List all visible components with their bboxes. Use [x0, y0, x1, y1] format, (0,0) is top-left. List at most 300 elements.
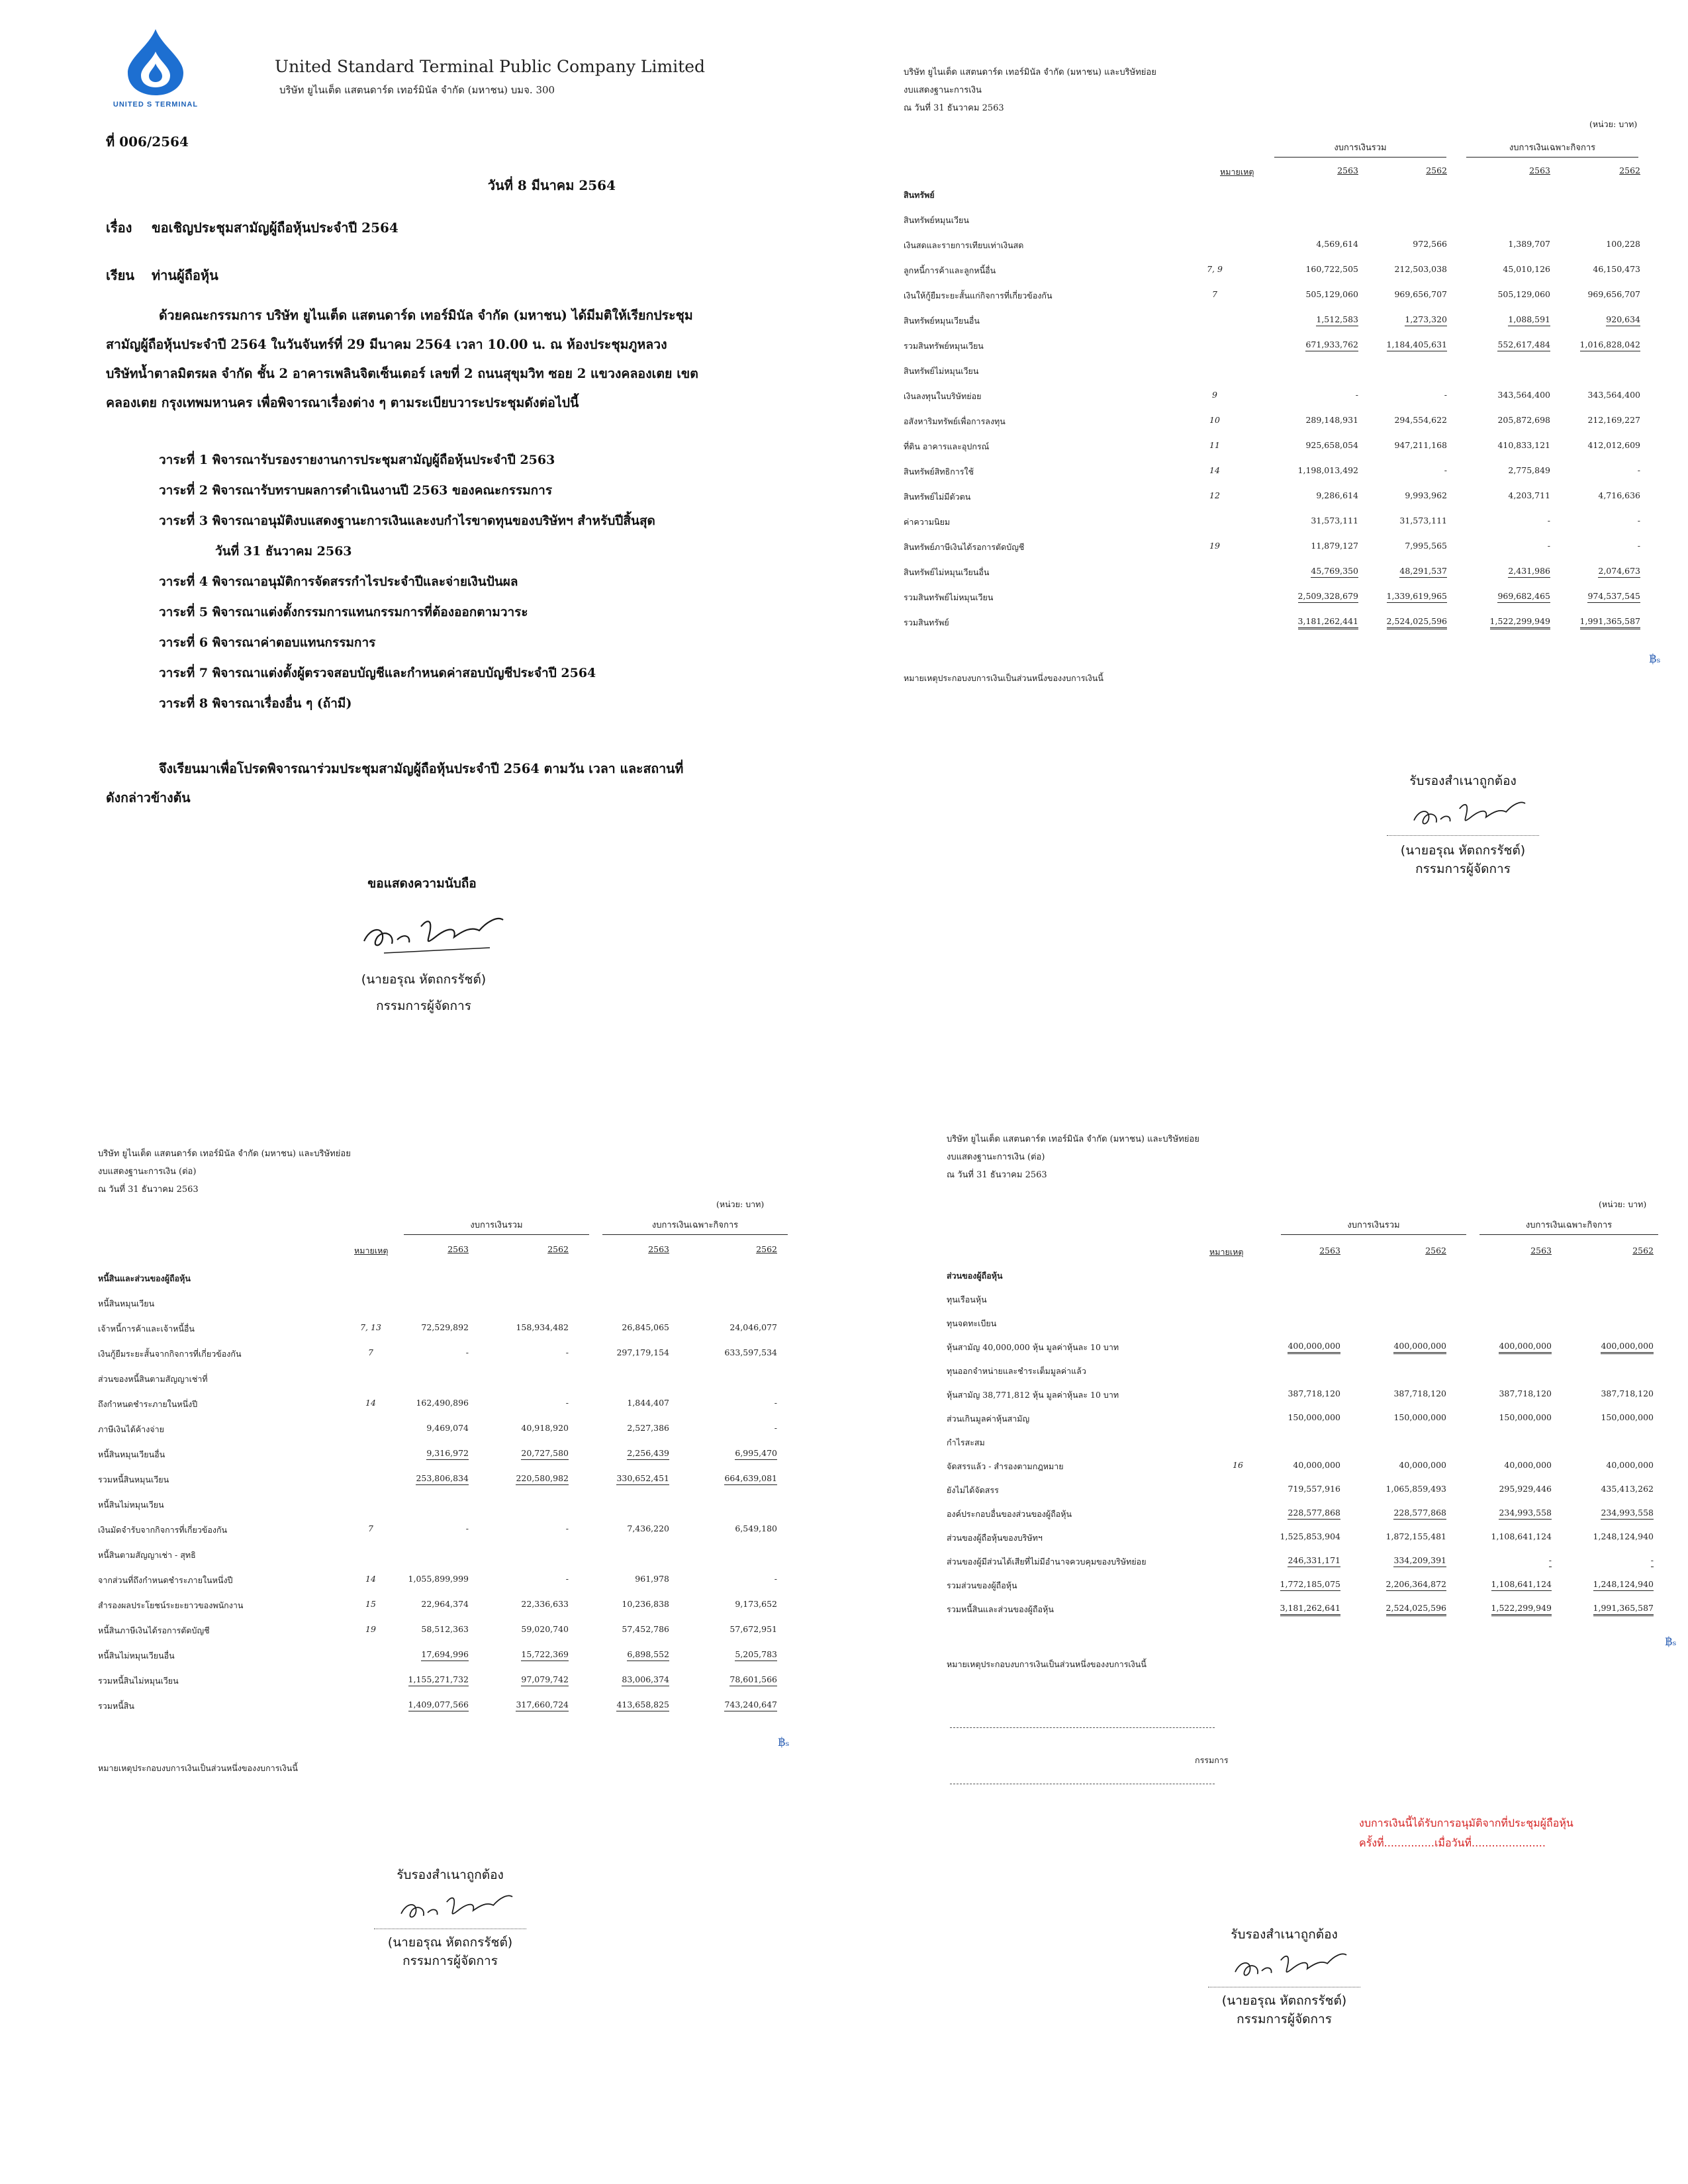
value-text: 969,682,465: [1497, 591, 1550, 603]
value-text: 162,490,896: [416, 1398, 469, 1408]
statement-title: งบแสดงฐานะการเงิน (ต่อ): [947, 1152, 1045, 1162]
value-text: 1,088,591: [1508, 314, 1550, 326]
regards-text: ขอแสดงความนับถือ: [367, 876, 477, 891]
value-text: 719,557,916: [1288, 1484, 1340, 1494]
value-text: 2,074,673: [1598, 566, 1640, 578]
value-text: 633,597,534: [724, 1347, 777, 1357]
value-text: 150,000,000: [1288, 1412, 1340, 1422]
row-value: [683, 1624, 777, 1634]
row-value: [1456, 390, 1550, 400]
table-row: [947, 1603, 1662, 1620]
value-text: 26,845,065: [622, 1322, 669, 1332]
value-text: 3,181,262,441: [1298, 616, 1358, 629]
row-note-ref: 14: [365, 1398, 376, 1408]
value-text: 400,000,000: [1601, 1341, 1654, 1354]
value-text: 6,995,470: [735, 1448, 777, 1460]
row-value: [375, 1674, 469, 1684]
value-text: -: [1549, 1555, 1552, 1567]
value-text: 671,933,762: [1305, 340, 1358, 351]
table-row: [98, 1524, 786, 1541]
value-text: 46,150,473: [1593, 264, 1640, 274]
row-label: เงินให้กู้ยืมระยะสั้นแก่กิจการที่เกี่ยวข้องกัน: [904, 291, 1053, 300]
agenda-item: วาระที่ 2 พิจารณารับทราบผลการดำเนินงานปี 2563 ของคณะกรรมการ: [159, 483, 553, 498]
row-note-ref: 14: [1209, 465, 1220, 475]
row-label: รวมส่วนของผู้ถือหุ้น: [947, 1580, 1017, 1590]
row-value: [1456, 340, 1550, 349]
row-value: [1546, 264, 1640, 274]
value-text: 78,601,566: [729, 1674, 777, 1686]
row-value: [683, 1599, 777, 1609]
row-value: [683, 1649, 777, 1659]
value-text: 2,775,849: [1508, 465, 1550, 475]
value-text: 253,806,834: [416, 1473, 469, 1485]
row-value: [475, 1448, 569, 1458]
table-row: [98, 1599, 786, 1616]
value-text: 552,617,484: [1497, 340, 1550, 351]
body-paragraph: [106, 301, 798, 418]
year-header: 2563: [648, 1244, 669, 1254]
row-value: [1353, 289, 1447, 299]
row-value: [1456, 415, 1550, 425]
row-value: [1458, 1412, 1552, 1422]
subject-label: เรื่อง: [106, 220, 132, 236]
row-label: สินทรัพย์ไม่หมุนเวียน: [904, 366, 979, 376]
row-value: [1246, 1341, 1340, 1351]
row-value: [575, 1599, 669, 1609]
value-text: 387,718,120: [1393, 1388, 1446, 1398]
year-header: 2562: [1425, 1246, 1446, 1255]
agenda-item: วาระที่ 3 พิจารณาอนุมัติงบแสดงฐานะการเงินและงบกำไรขาดทุนของบริษัทฯ สำหรับปีสิ้นสุด: [159, 514, 655, 528]
table-row: [904, 415, 1645, 432]
row-value: [475, 1574, 569, 1584]
row-value: [575, 1524, 669, 1533]
table-row: [98, 1574, 786, 1591]
row-value: [475, 1624, 569, 1634]
row-value: [1264, 390, 1358, 400]
row-value: [1456, 616, 1550, 626]
signer-title: กรรมการผู้จัดการ: [376, 999, 471, 1013]
value-text: 2,206,364,872: [1386, 1579, 1446, 1591]
value-text: 294,554,622: [1394, 415, 1447, 425]
row-note-ref: 14: [365, 1574, 376, 1584]
row-value: [1458, 1531, 1552, 1541]
row-value: [575, 1674, 669, 1684]
value-text: 212,169,227: [1587, 415, 1640, 425]
value-text: 413,658,825: [616, 1700, 669, 1711]
row-label: สินทรัพย์หมุนเวียนอื่น: [904, 316, 980, 326]
row-value: [1458, 1603, 1552, 1613]
value-text: 387,718,120: [1499, 1388, 1552, 1398]
unit-label: (หน่วย: บาท): [1599, 1199, 1647, 1209]
row-value: [1246, 1412, 1340, 1422]
group-separate: งบการเงินเฉพาะกิจการ: [1479, 1218, 1658, 1235]
value-text: 22,336,633: [521, 1599, 569, 1609]
value-text: 1,844,407: [627, 1398, 669, 1408]
value-text: 387,718,120: [1288, 1388, 1340, 1398]
value-text: 505,129,060: [1305, 289, 1358, 299]
row-value: [575, 1624, 669, 1634]
closing-paragraph: [106, 754, 798, 813]
row-value: [1456, 314, 1550, 324]
row-value: [375, 1347, 469, 1357]
table-row: [904, 340, 1645, 357]
table-row: [947, 1412, 1662, 1430]
row-value: [475, 1347, 569, 1357]
value-text: 2,509,328,679: [1298, 591, 1358, 603]
value-text: 234,993,558: [1499, 1508, 1552, 1520]
value-text: 9,469,074: [426, 1423, 469, 1433]
row-label: อสังหาริมทรัพย์เพื่อการลงทุน: [904, 416, 1006, 426]
table-row: [947, 1508, 1662, 1525]
value-text: 228,577,868: [1288, 1508, 1340, 1520]
row-label: เงินสดและรายการเทียบเท่าเงินสด: [904, 240, 1024, 250]
row-label: ค่าความนิยม: [904, 517, 951, 527]
table-row: [904, 516, 1645, 533]
table-row: [904, 390, 1645, 407]
statement-date: ณ วันที่ 31 ธันวาคม 2563: [904, 103, 1004, 113]
year-header: 2562: [1426, 165, 1447, 175]
row-value: [1560, 1388, 1654, 1398]
table-row: [904, 566, 1645, 583]
recipient-label: เรียน: [106, 267, 134, 283]
value-text: 1,522,299,949: [1490, 616, 1550, 629]
value-text: 412,012,609: [1587, 440, 1640, 450]
value-text: 57,672,951: [729, 1624, 777, 1634]
statement-date: ณ วันที่ 31 ธันวาคม 2563: [98, 1185, 199, 1195]
row-value: [1352, 1555, 1446, 1565]
statement-company: บริษัท ยูไนเต็ด แสตนดาร์ด เทอร์มินัล จำกัด (มหาชน) และบริษัทย่อย: [904, 68, 1156, 77]
table-row: [904, 214, 1645, 231]
page-mark-icon: ฿ₛ: [778, 1735, 790, 1749]
value-text: 5,205,783: [735, 1649, 777, 1661]
value-text: 1,522,299,949: [1491, 1603, 1552, 1616]
table-row: [98, 1549, 786, 1566]
row-value: [1456, 591, 1550, 601]
row-value: [1546, 490, 1640, 500]
row-value: [375, 1423, 469, 1433]
row-label: หนี้สินภาษีเงินได้รอการตัดบัญชี: [98, 1625, 210, 1635]
row-value: [475, 1599, 569, 1609]
value-text: 1,525,853,904: [1280, 1531, 1340, 1541]
handwritten-signature-icon: [357, 907, 510, 960]
row-value: [1353, 591, 1447, 601]
row-label: สินทรัพย์ไม่มีตัวตน: [904, 492, 971, 502]
unit-label: (หน่วย: บาท): [1589, 119, 1638, 129]
row-value: [1352, 1341, 1446, 1351]
row-label: รวมหนี้สินและส่วนของผู้ถือหุ้น: [947, 1604, 1054, 1614]
row-value: [1264, 264, 1358, 274]
director-signature-line: [950, 1727, 1215, 1728]
value-text: 387,718,120: [1601, 1388, 1654, 1398]
table-row: [904, 591, 1645, 608]
table-row: [904, 189, 1645, 206]
value-text: 1,108,641,124: [1491, 1579, 1552, 1591]
table-row: [904, 264, 1645, 281]
row-value: [1353, 340, 1447, 349]
note-column-header: หมายเหตุ: [1209, 1247, 1244, 1257]
document-number: ที่ 006/2564: [106, 134, 189, 150]
table-row: [904, 440, 1645, 457]
row-note-ref: 7, 13: [360, 1322, 381, 1332]
row-value: [1560, 1603, 1654, 1613]
year-header: 2563: [1530, 1246, 1552, 1255]
row-note-ref: 7, 9: [1207, 264, 1223, 274]
row-label: ทุนจดทะเบียน: [947, 1318, 997, 1328]
value-text: 1,065,859,493: [1385, 1484, 1446, 1494]
row-value: [1264, 415, 1358, 425]
note-column-header: หมายเหตุ: [354, 1246, 389, 1255]
signature: [357, 907, 510, 960]
value-text: 2,524,025,596: [1386, 1603, 1446, 1616]
value-text: 969,656,707: [1394, 289, 1447, 299]
recipient-text: ท่านผู้ถือหุ้น: [151, 267, 218, 283]
row-value: [1560, 1531, 1654, 1541]
row-value: [1352, 1603, 1446, 1613]
row-value: [1264, 314, 1358, 324]
row-value: [1246, 1484, 1340, 1494]
row-value: [1546, 289, 1640, 299]
row-value: [375, 1700, 469, 1709]
row-value: [1246, 1603, 1340, 1613]
value-text: 400,000,000: [1499, 1341, 1552, 1354]
certify-copy-label: รับรองสำเนาถูกต้อง: [1231, 1927, 1338, 1942]
row-value: [375, 1574, 469, 1584]
year-header: 2563: [1529, 165, 1550, 175]
row-label: หนี้สินหมุนเวียน: [98, 1298, 155, 1308]
value-text: 920,634: [1606, 314, 1640, 326]
row-value: [1264, 440, 1358, 450]
drop-logo-icon: [116, 26, 195, 99]
value-text: 58,512,363: [421, 1624, 469, 1634]
row-label: ส่วนของผู้มีส่วนได้เสียที่ไม่มีอำนาจควบคุมของบริษัทย่อย: [947, 1557, 1147, 1567]
value-text: -: [1355, 390, 1358, 400]
value-text: 10,236,838: [622, 1599, 669, 1609]
row-value: [1353, 566, 1447, 576]
row-label: กำไรสะสม: [947, 1437, 985, 1447]
row-label: รวมหนี้สินไม่หมุนเวียน: [98, 1676, 179, 1686]
row-note-ref: 7: [368, 1524, 373, 1533]
signer-name: (นายอรุณ หัตถกรรัชต์): [1221, 1993, 1347, 2008]
agenda-item: วาระที่ 4 พิจารณาอนุมัติการจัดสรรกำไรประจำปีและจ่ายเงินปันผล: [159, 574, 518, 589]
value-text: 220,580,982: [516, 1473, 569, 1485]
value-text: 1,772,185,075: [1280, 1579, 1340, 1591]
row-label: หนี้สินหมุนเวียนอื่น: [98, 1449, 165, 1459]
value-text: -: [1444, 390, 1447, 400]
value-text: 1,055,899,999: [408, 1574, 469, 1584]
statement-title: งบแสดงฐานะการเงิน (ต่อ): [98, 1167, 197, 1177]
company-name-th: บริษัท ยูไนเต็ด แสตนดาร์ด เทอร์มินัล จำกัด (มหาชน) บมจ. 300: [279, 84, 555, 96]
row-label: ส่วนของผู้ถือหุ้น: [947, 1271, 1003, 1281]
row-value: [1353, 516, 1447, 525]
value-text: -: [1547, 541, 1550, 551]
row-value: [1560, 1460, 1654, 1470]
value-text: 343,564,400: [1587, 390, 1640, 400]
invitation-letter-page: [0, 0, 844, 1092]
row-label: ส่วนของหนี้สินตามสัญญาเช่าที่: [98, 1374, 208, 1384]
value-text: -: [1637, 465, 1640, 475]
value-text: 7,436,220: [627, 1524, 669, 1533]
value-text: 961,978: [635, 1574, 669, 1584]
value-text: -: [565, 1524, 569, 1533]
table-row: [98, 1448, 786, 1465]
value-text: -: [465, 1524, 469, 1533]
row-value: [575, 1574, 669, 1584]
row-value: [683, 1322, 777, 1332]
row-note-ref: 19: [1209, 541, 1220, 551]
row-value: [1456, 516, 1550, 525]
table-row: [947, 1531, 1662, 1549]
statement-header: [947, 1130, 1199, 1184]
row-value: [1546, 340, 1640, 349]
value-text: 1,991,365,587: [1593, 1603, 1654, 1616]
value-text: 22,964,374: [421, 1599, 469, 1609]
table-row: [947, 1293, 1662, 1310]
row-value: [1546, 516, 1640, 525]
table-row: [947, 1341, 1662, 1358]
closing-line: ดังกล่าวข้างต้น: [106, 790, 191, 805]
value-text: 1,389,707: [1508, 239, 1550, 249]
row-label: จัดสรรแล้ว - สำรองตามกฎหมาย: [947, 1461, 1064, 1471]
value-text: 31,573,111: [1311, 516, 1358, 525]
signature-line: [1387, 835, 1539, 836]
value-text: 59,020,740: [521, 1624, 569, 1634]
value-text: 212,503,038: [1394, 264, 1447, 274]
note-column-header: หมายเหตุ: [1220, 167, 1254, 177]
value-text: 972,566: [1413, 239, 1447, 249]
value-text: 246,331,171: [1288, 1555, 1340, 1567]
letter-date: วันที่ 8 มีนาคม 2564: [487, 177, 616, 193]
value-text: 1,339,619,965: [1387, 591, 1447, 603]
row-value: [683, 1448, 777, 1458]
page-mark-icon: ฿ₛ: [1665, 1635, 1677, 1649]
row-value: [1456, 541, 1550, 551]
value-text: 2,524,025,596: [1387, 616, 1447, 629]
agenda-item: วาระที่ 5 พิจารณาแต่งตั้งกรรมการแทนกรรมการที่ต้องออกตามวาระ: [159, 605, 528, 619]
row-value: [575, 1347, 669, 1357]
row-value: [375, 1624, 469, 1634]
value-text: 15,722,369: [521, 1649, 569, 1661]
row-value: [683, 1347, 777, 1357]
certify-copy-label: รับรองสำเนาถูกต้อง: [1409, 774, 1517, 788]
row-value: [1352, 1508, 1446, 1518]
signer-title: กรรมการผู้จัดการ: [1237, 2012, 1332, 2026]
row-value: [475, 1322, 569, 1332]
row-note-ref: 10: [1209, 415, 1220, 425]
row-value: [1456, 239, 1550, 249]
row-value: [475, 1700, 569, 1709]
signer-name: (นายอรุณ หัตถกรรัชต์): [1400, 843, 1526, 858]
row-value: [1264, 566, 1358, 576]
certify-copy-label: รับรองสำเนาถูกต้อง: [397, 1868, 504, 1882]
footer-note: หมายเหตุประกอบงบการเงินเป็นส่วนหนึ่งของงบการเงินนี้: [98, 1763, 298, 1773]
table-row: [904, 465, 1645, 482]
row-value: [1264, 289, 1358, 299]
row-value: [475, 1398, 569, 1408]
row-value: [1264, 340, 1358, 349]
value-text: 83,006,374: [622, 1674, 669, 1686]
table-row: [98, 1473, 786, 1490]
value-text: 9,993,962: [1405, 490, 1447, 500]
value-text: 150,000,000: [1499, 1412, 1552, 1422]
value-text: 1,248,124,940: [1593, 1579, 1654, 1591]
value-text: 40,000,000: [1504, 1460, 1552, 1470]
value-text: 2,256,439: [627, 1448, 669, 1460]
value-text: -: [565, 1398, 569, 1408]
closing-line: จึงเรียนมาเพื่อโปรดพิจารณาร่วมประชุมสามัญผู้ถือหุ้นประจำปี 2564 ตามวัน เวลา และสถานที่: [159, 761, 684, 776]
table-row: [98, 1297, 786, 1314]
value-text: 295,929,446: [1499, 1484, 1552, 1494]
row-label: เจ้าหนี้การค้าและเจ้าหนี้อื่น: [98, 1324, 195, 1334]
value-text: 400,000,000: [1288, 1341, 1340, 1354]
value-text: 410,833,121: [1497, 440, 1550, 450]
row-value: [1352, 1460, 1446, 1470]
group-consolidated: งบการเงินรวม: [1274, 140, 1446, 158]
row-label: สินทรัพย์ไม่หมุนเวียนอื่น: [904, 567, 990, 577]
row-value: [1353, 490, 1447, 500]
value-text: 6,898,552: [627, 1649, 669, 1661]
row-value: [375, 1599, 469, 1609]
row-value: [1264, 541, 1358, 551]
row-value: [575, 1448, 669, 1458]
row-value: [1353, 390, 1447, 400]
row-label: สินทรัพย์สิทธิการใช้: [904, 467, 974, 477]
table-row: [98, 1398, 786, 1415]
row-label: สินทรัพย์ภาษีเงินได้รอการตัดบัญชี: [904, 542, 1025, 552]
group-separate: งบการเงินเฉพาะกิจการ: [1466, 140, 1638, 158]
value-text: -: [465, 1347, 469, 1357]
table-row: [947, 1388, 1662, 1406]
row-value: [1353, 264, 1447, 274]
value-text: 100,228: [1606, 239, 1640, 249]
year-header: 2563: [1337, 165, 1358, 175]
row-value: [1546, 591, 1640, 601]
row-value: [1458, 1388, 1552, 1398]
row-note-ref: 7: [1212, 289, 1217, 299]
row-value: [475, 1473, 569, 1483]
row-label: รวมสินทรัพย์ไม่หมุนเวียน: [904, 592, 994, 602]
value-text: 1,512,583: [1316, 314, 1358, 326]
row-label: ภาษีเงินได้ค้างจ่าย: [98, 1424, 164, 1434]
body-line: คลองเตย กรุงเทพมหานคร เพื่อพิจารณาเรื่องต่าง ๆ ตามระเบียบวาระประชุมดังต่อไปนี้: [106, 395, 579, 410]
value-text: 1,155,271,732: [408, 1674, 469, 1686]
value-text: 234,993,558: [1601, 1508, 1654, 1520]
value-text: 11,879,127: [1311, 541, 1358, 551]
row-value: [1546, 465, 1640, 475]
value-text: 205,872,698: [1497, 415, 1550, 425]
year-header: 2562: [1619, 165, 1640, 175]
subject-line: [106, 217, 399, 238]
value-text: 1,248,124,940: [1593, 1531, 1654, 1541]
value-text: 330,652,451: [616, 1473, 669, 1485]
statement-company: บริษัท ยูไนเต็ด แสตนดาร์ด เทอร์มินัล จำกัด (มหาชน) และบริษัทย่อย: [98, 1149, 351, 1159]
footer-note: หมายเหตุประกอบงบการเงินเป็นส่วนหนึ่งของงบการเงินนี้: [904, 673, 1103, 683]
row-label: รวมสินทรัพย์: [904, 617, 949, 627]
row-value: [575, 1423, 669, 1433]
row-note-ref: 9: [1212, 390, 1217, 400]
handwritten-signature-icon: [391, 1886, 523, 1929]
row-value: [1264, 465, 1358, 475]
row-value: [575, 1649, 669, 1659]
value-text: 343,564,400: [1497, 390, 1550, 400]
table-row: [904, 314, 1645, 332]
row-label: เงินลงทุนในบริษัทย่อย: [904, 391, 982, 401]
body-line: สามัญผู้ถือหุ้นประจำปี 2564 ในวันจันทร์ที่ 29 มีนาคม 2564 เวลา 10.00 น. ณ ห้องประชุมภูหลวง: [106, 337, 667, 352]
row-label: หนี้สินไม่หมุนเวียนอื่น: [98, 1651, 175, 1661]
table-row: [947, 1436, 1662, 1453]
signer-title: กรรมการผู้จัดการ: [1415, 862, 1511, 876]
signer-name: (นายอรุณ หัตถกรรัชต์): [361, 972, 487, 987]
table-row: [98, 1674, 786, 1692]
